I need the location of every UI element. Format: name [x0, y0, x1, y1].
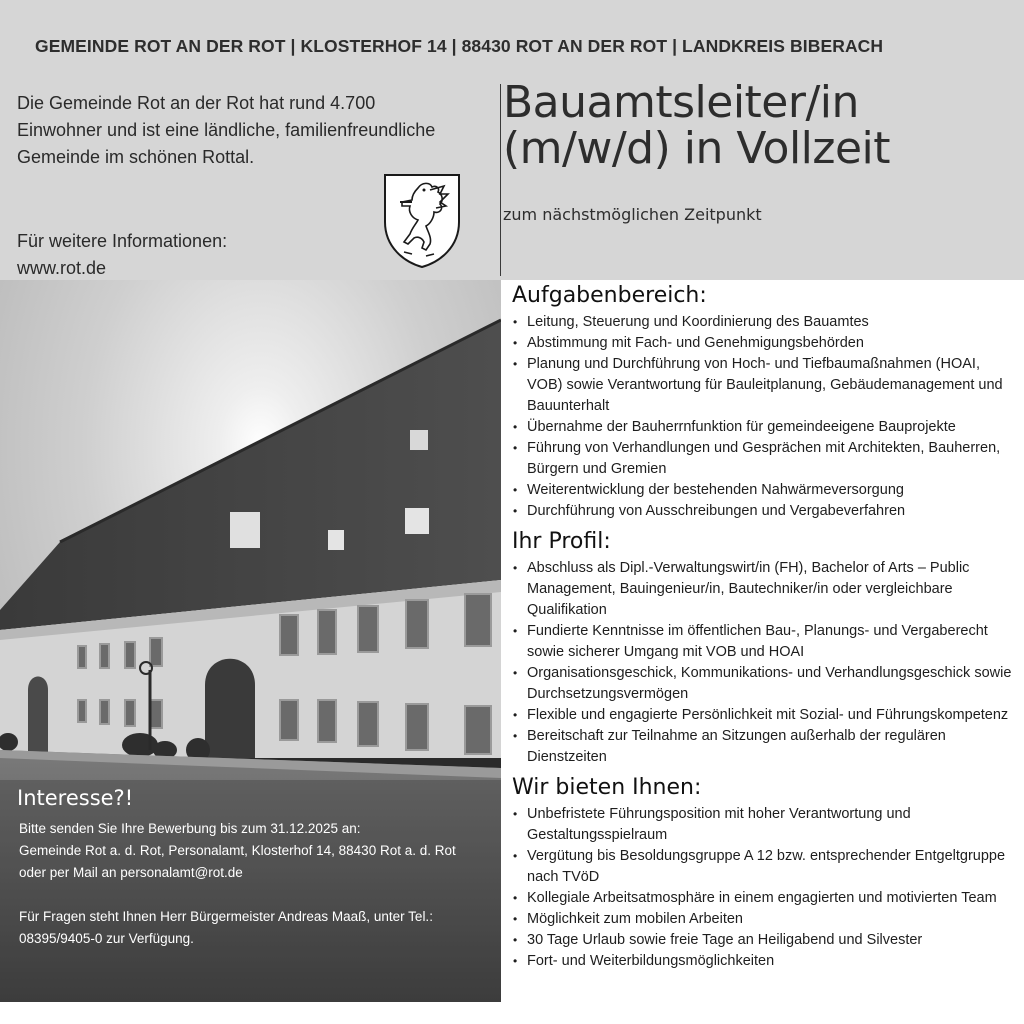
job-title [503, 77, 1023, 174]
contact-block [0, 780, 501, 1002]
contact-line: Bitte senden Sie Ihre Bewerbung bis zum 31.12.2025 an: [19, 821, 361, 836]
list-item: • Kollegiale Arbeitsatmosphäre in einem engagierten und motivierten Team [512, 888, 1017, 909]
list-item: • Vergütung bis Besoldungsgruppe A 12 bzw. entsprechender Entgeltgruppe nach TVöD [512, 846, 1017, 888]
website-link[interactable]: www.rot.de [17, 258, 107, 278]
offer-list [512, 804, 1017, 972]
list-item: • Flexible und engagierte Persönlichkeit mit Sozial- und Führungskompetenz [512, 705, 1017, 726]
job-details [512, 282, 1017, 978]
contact-email-line[interactable]: oder per Mail an personalamt@rot.de [19, 865, 243, 880]
job-subtitle: zum nächstmöglichen Zeitpunkt [503, 205, 762, 224]
list-item: • Übernahme der Bauherrnfunktion für gemeindeeigene Bauprojekte [512, 417, 1017, 438]
list-item: • Bereitschaft zur Teilnahme an Sitzungen außerhalb der regulären Dienstzeiten [512, 726, 1017, 768]
coat-of-arms-icon [382, 172, 462, 270]
vertical-divider [500, 84, 501, 276]
contact-heading: Interesse?! [17, 786, 134, 810]
intro-line: Gemeinde im schönen Rottal. [17, 147, 255, 167]
contact-text [19, 818, 497, 950]
contact-line: Gemeinde Rot a. d. Rot, Personalamt, Klosterhof 14, 88430 Rot a. d. Rot [19, 843, 456, 858]
address-line: GEMEINDE ROT AN DER ROT | KLOSTERHOF 14 | 88430 ROT AN DER ROT | LANDKREIS BIBERACH [35, 36, 884, 56]
task-list [512, 312, 1017, 522]
list-item: • Fort- und Weiterbildungsmöglichkeiten [512, 951, 1017, 972]
job-title-line: Bauamtsleiter/in [503, 77, 859, 128]
section-heading-profile: Ihr Profil: [512, 529, 611, 554]
section-heading-offer: Wir bieten Ihnen: [512, 775, 702, 800]
job-title-line: (m/w/d) in Vollzeit [503, 123, 891, 174]
list-item: • Leitung, Steuerung und Koordinierung des Bauamtes [512, 312, 1017, 333]
intro-line: Die Gemeinde Rot an der Rot hat rund 4.700 [17, 93, 376, 113]
list-item: • Fundierte Kenntnisse im öffentlichen Bau-, Planungs- und Vergaberecht sowie sicherer Umgang mit VOB und HOAI [512, 621, 1017, 663]
more-info-label: Für weitere Informationen: [17, 231, 228, 251]
intro-line: Einwohner und ist eine ländliche, familienfreundliche [17, 120, 436, 140]
list-item: • 30 Tage Urlaub sowie freie Tage an Heiligabend und Silvester [512, 930, 1017, 951]
list-item: • Abschluss als Dipl.-Verwaltungswirt/in (FH), Bachelor of Arts – Public Management, Bauingenieur/in, Bautechniker/in oder vergleichbare Qualifikation [512, 558, 1017, 621]
list-item: • Führung von Verhandlungen und Gesprächen mit Architekten, Bauherren, Bürgern und Gremien [512, 438, 1017, 480]
contact-line: Für Fragen steht Ihnen Herr Bürgermeister Andreas Maaß, unter Tel.: [19, 909, 433, 924]
spacer [19, 884, 497, 906]
list-item: • Organisationsgeschick, Kommunikations- und Verhandlungsgeschick sowie Durchsetzungsvermögen [512, 663, 1017, 705]
list-item: • Abstimmung mit Fach- und Genehmigungsbehörden [512, 333, 1017, 354]
list-item: • Durchführung von Ausschreibungen und Vergabeverfahren [512, 501, 1017, 522]
profile-list [512, 558, 1017, 768]
intro-text [17, 90, 487, 171]
section-heading-tasks: Aufgabenbereich: [512, 283, 707, 308]
list-item: • Weiterentwicklung der bestehenden Nahwärmeversorgung [512, 480, 1017, 501]
list-item: • Planung und Durchführung von Hoch- und Tiefbaumaßnahmen (HOAI, VOB) sowie Verantwortung für Bauleitplanung, Gebäudemanagement und Bauunterhalt [512, 354, 1017, 417]
contact-phone-line: 08395/9405-0 zur Verfügung. [19, 931, 194, 946]
list-item: • Möglichkeit zum mobilen Arbeiten [512, 909, 1017, 930]
list-item: • Unbefristete Führungsposition mit hoher Verantwortung und Gestaltungsspielraum [512, 804, 1017, 846]
more-info [17, 228, 317, 282]
